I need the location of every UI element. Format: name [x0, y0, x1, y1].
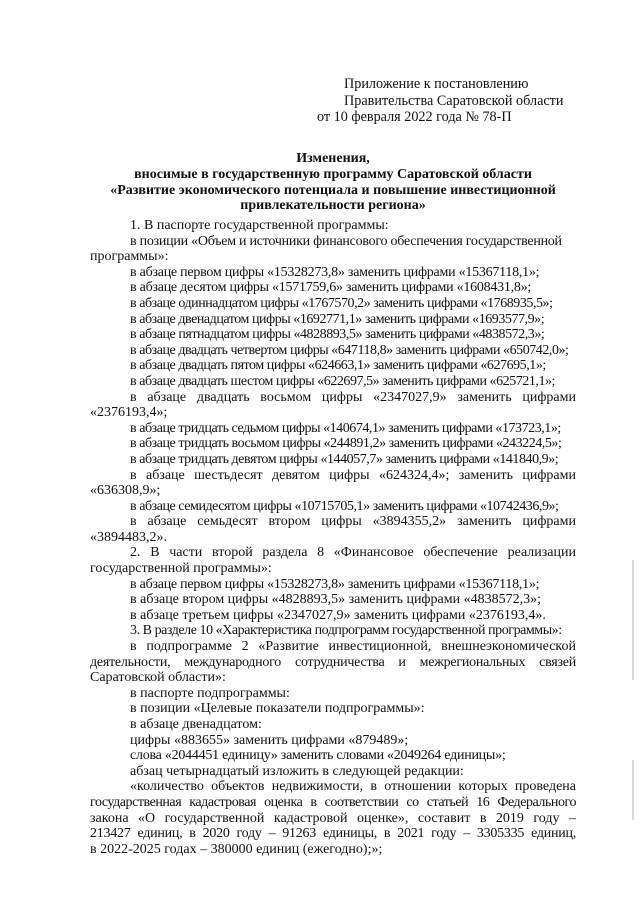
text-line: в подпрограмме 2 «Развитие инвестиционной, внешнеэкономической	[130, 639, 576, 655]
text-line: в абзаце тридцать восьмом цифры «244891,2» заменить цифрами «243224,5»;	[130, 436, 562, 452]
document-body	[90, 218, 576, 857]
text-line: в абзаце двенадцатом цифры «1692771,1» заменить цифрами «1693577,9»;	[130, 311, 545, 327]
appendix-line-2: Правительства Саратовской области	[344, 92, 564, 109]
appendix-line-1: Приложение к постановлению	[344, 76, 529, 92]
text-line: в абзаце десятом цифры «1571759,6» заменить цифрами «1608431,8»;	[130, 280, 532, 296]
text-line: государственной программы»:	[90, 561, 272, 577]
text-line: цифры «883655» заменить цифрами «879489»;	[130, 732, 409, 748]
text-line: 3. В разделе 10 «Характеристика подпрограмм государственной программы»:	[130, 623, 562, 639]
text-line: 2. В части второй раздела 8 «Финансовое обеспечение реализации	[130, 545, 576, 561]
text-line: в абзаце тридцать седьмом цифры «140674,1» заменить цифрами «173723,1»;	[130, 420, 561, 436]
text-line: абзац четырнадцатый изложить в следующей редакции:	[130, 763, 464, 779]
text-line: в абзаце первом цифры «15328273,8» заменить цифрами «15367118,1»;	[130, 264, 540, 280]
appendix-line-3: от 10 февраля 2022 года № 78-П	[317, 109, 512, 125]
text-line: деятельности, международного сотрудничества и межрегиональных связей	[90, 654, 576, 670]
appendix-header	[300, 76, 590, 126]
text-line: в 2022-2025 годах – 380000 единиц (ежегодно);»;	[90, 841, 383, 857]
title-line-1: Изменения,	[296, 151, 370, 166]
text-line: в абзаце двенадцатом:	[130, 717, 262, 732]
document-title	[88, 151, 578, 214]
text-line: «3894483,2».	[90, 529, 167, 545]
title-line-2: вносимые в государственную программу Саратовской области	[134, 166, 532, 182]
text-line: в позиции «Целевые показатели подпрограммы»:	[130, 701, 425, 717]
text-line: в абзаце одиннадцатом цифры «1767570,2» заменить цифрами «1768935,5»;	[130, 295, 553, 311]
text-line: в абзаце двадцать четвертом цифры «647118,8» заменить цифрами «650742,0»;	[130, 342, 569, 358]
text-line: в абзаце третьем цифры «2347027,9» заменить цифрами «2376193,4».	[130, 607, 546, 623]
text-line: государственная кадастровая оценка в соответствии со статьей 16 Федерального	[90, 794, 576, 810]
text-line: закона «О государственной кадастровой оценке», составит в 2019 году –	[90, 810, 576, 826]
title-line-3: «Развитие экономического потенциала и повышение инвестиционной	[110, 182, 556, 198]
text-line: в абзаце двадцать восьмом цифры «2347027,9» заменить цифрами	[130, 389, 576, 405]
text-line: в абзаце шестьдесят девятом цифры «624324,4»; заменить цифрами	[130, 467, 576, 483]
text-line: в абзаце тридцать девятом цифры «144057,7» заменить цифрами «141840,9»;	[130, 451, 559, 467]
scan-edge-mark	[632, 560, 634, 680]
text-line: Саратовской области»:	[90, 670, 226, 686]
scan-edge-mark	[632, 760, 634, 820]
text-line: «636308,9»;	[90, 483, 161, 499]
text-line: в абзаце двадцать шестом цифры «622697,5» заменить цифрами «625721,1»;	[130, 373, 555, 389]
text-line: в абзаце втором цифры «4828893,5» заменить цифрами «4838572,3»;	[130, 592, 541, 608]
text-line: в паспорте подпрограммы:	[130, 685, 290, 701]
text-line: «количество объектов недвижимости, в отношении которых проведена	[130, 779, 576, 795]
text-line: в абзаце семьдесят втором цифры «3894355,2» заменить цифрами	[130, 514, 576, 530]
text-line: программы»:	[90, 249, 169, 265]
text-line: в абзаце пятнадцатом цифры «4828893,5» заменить цифрами «4838572,3»;	[130, 327, 545, 343]
text-line: слова «2044451 единицу» заменить словами «2049264 единицы»;	[130, 748, 506, 764]
title-line-4: привлекательности региона»	[240, 198, 426, 214]
text-line: в абзаце семидесятом цифры «10715705,1» заменить цифрами «10742436,9»;	[130, 498, 559, 514]
text-line: в позиции «Объем и источники финансового обеспечения государственной	[130, 233, 562, 249]
text-line: в абзаце двадцать пятом цифры «624663,1» заменить цифрами «627695,1»;	[130, 358, 546, 374]
text-line: 1. В паспорте государственной программы:	[130, 218, 389, 233]
text-line: в абзаце первом цифры «15328273,8» заменить цифрами «15367118,1»;	[130, 576, 540, 592]
text-line: 213427 единиц, в 2020 году – 91263 единицы, в 2021 году – 3305335 единиц,	[90, 826, 576, 842]
text-line: «2376193,4»;	[90, 405, 168, 421]
